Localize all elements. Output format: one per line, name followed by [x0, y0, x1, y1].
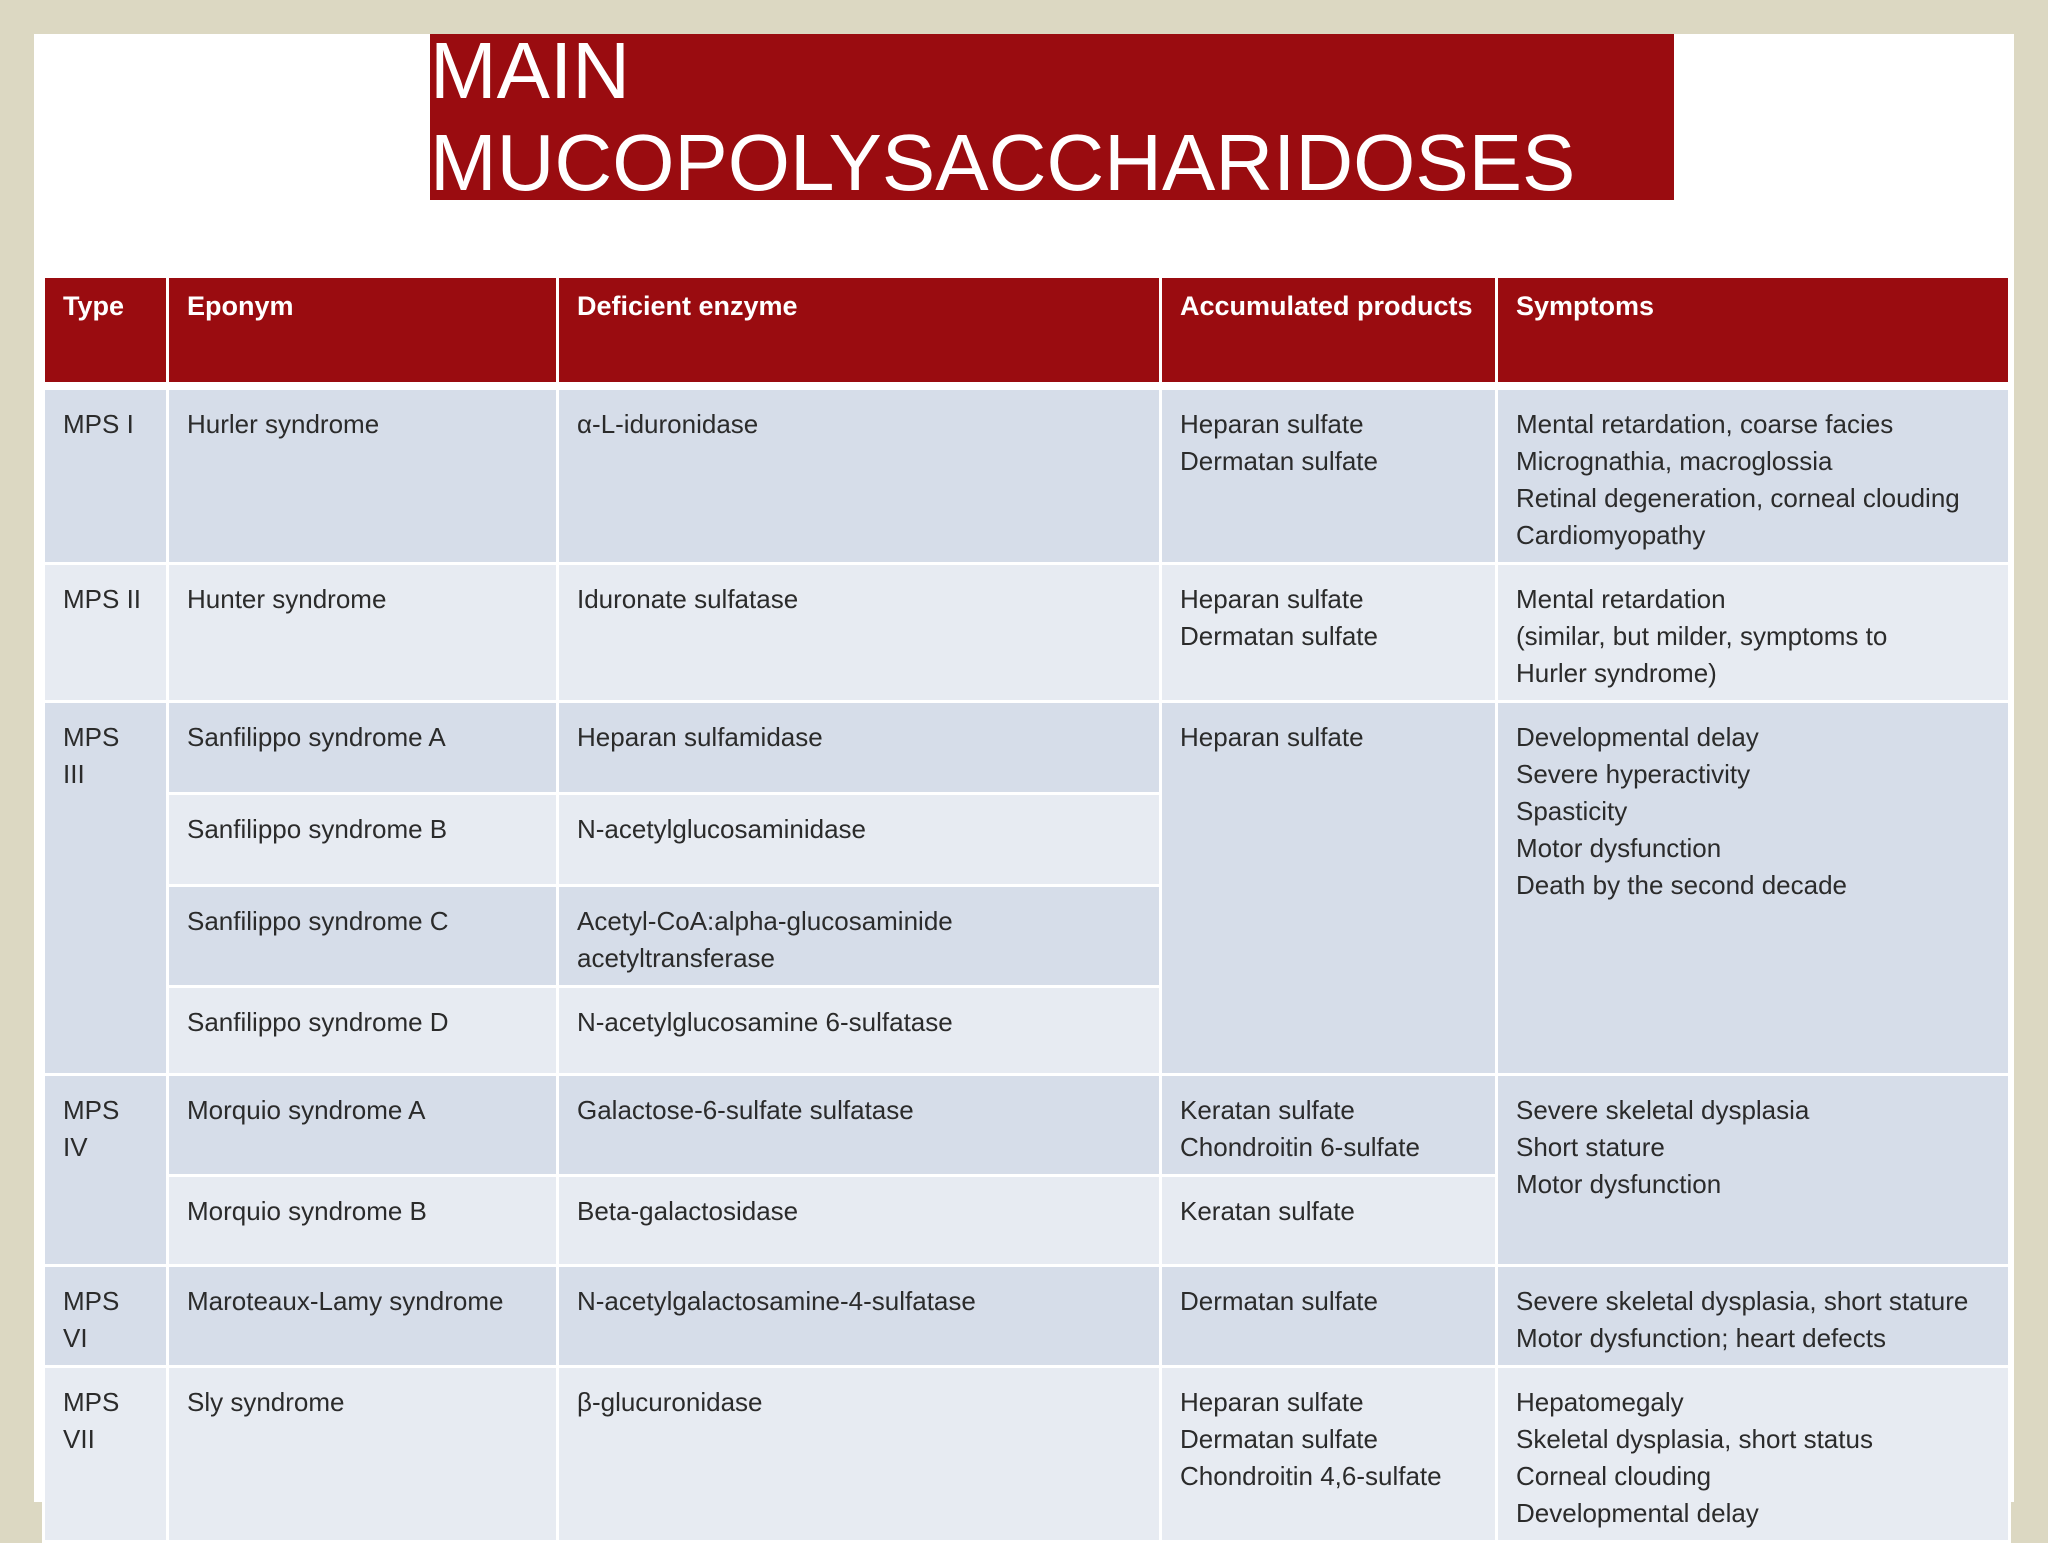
- symptom-line: Skeletal dysplasia, short status: [1516, 1424, 1873, 1454]
- table-row-mps-2: [44, 564, 2010, 702]
- symptoms-cell: [1497, 1266, 2010, 1367]
- eponym-cell: Hunter syndrome: [168, 564, 558, 702]
- eponym-cell: Maroteaux-Lamy syndrome: [168, 1266, 558, 1367]
- products-cell: [1161, 564, 1497, 702]
- slide-title: MAIN MUCOPOLYSACCHARIDOSES: [430, 34, 1674, 200]
- type-cell: [44, 1367, 168, 1542]
- product-line: Heparan sulfate: [1180, 584, 1364, 614]
- symptom-line: Motor dysfunction: [1516, 1169, 1722, 1199]
- symptom-line: Mental retardation: [1516, 584, 1726, 614]
- enzyme-cell: Beta-galactosidase: [558, 1176, 1161, 1266]
- products-cell: [1161, 1176, 1497, 1266]
- symptom-line: Corneal clouding: [1516, 1461, 1712, 1491]
- type-cell: MPS I: [44, 386, 168, 564]
- type-cell: [44, 1075, 168, 1266]
- table-row-mps-7: [44, 1367, 2010, 1542]
- symptom-line: Spasticity: [1516, 796, 1628, 826]
- eponym-cell: Sly syndrome: [168, 1367, 558, 1542]
- product-line: Keratan sulfate: [1180, 1196, 1355, 1226]
- enzyme-cell: Iduronate sulfatase: [558, 564, 1161, 702]
- enzyme-cell: [558, 886, 1161, 987]
- eponym-cell: Hurler syndrome: [168, 386, 558, 564]
- symptom-line: (similar, but milder, symptoms to: [1516, 621, 1888, 651]
- product-line: Dermatan sulfate: [1180, 1286, 1378, 1316]
- products-cell: [1161, 1075, 1497, 1176]
- products-cell: [1161, 386, 1497, 564]
- enzyme-line: acetyltransferase: [577, 943, 775, 973]
- symptom-line: Severe skeletal dysplasia, short stature: [1516, 1286, 1969, 1316]
- product-line: Chondroitin 4,6-sulfate: [1180, 1461, 1442, 1491]
- type-line: MPS: [63, 1286, 120, 1316]
- header-accumulated-products: Accumulated products: [1161, 277, 1497, 387]
- symptom-line: Severe hyperactivity: [1516, 759, 1751, 789]
- table-row-mps-4a: [44, 1075, 2010, 1176]
- enzyme-cell: Heparan sulfamidase: [558, 702, 1161, 794]
- product-line: Heparan sulfate: [1180, 1387, 1364, 1417]
- eponym-cell: Sanfilippo syndrome C: [168, 886, 558, 987]
- products-cell: [1161, 1266, 1497, 1367]
- eponym-cell: Morquio syndrome A: [168, 1075, 558, 1176]
- symptom-line: Retinal degeneration, corneal clouding: [1516, 483, 1960, 513]
- table-row-mps-6: [44, 1266, 2010, 1367]
- symptom-line: Motor dysfunction; heart defects: [1516, 1323, 1886, 1353]
- type-line: IV: [63, 1132, 88, 1162]
- table-row-mps-1: [44, 386, 2010, 564]
- type-line: MPS: [63, 722, 120, 752]
- mps-table: [42, 275, 2011, 1543]
- products-cell: [1161, 1367, 1497, 1542]
- symptom-line: Death by the second decade: [1516, 870, 1848, 900]
- type-cell: [44, 1266, 168, 1367]
- symptoms-cell: [1497, 1075, 2010, 1266]
- product-line: Dermatan sulfate: [1180, 1424, 1378, 1454]
- type-line: MPS: [63, 1095, 120, 1125]
- symptom-line: Developmental delay: [1516, 722, 1759, 752]
- symptom-line: Short stature: [1516, 1132, 1665, 1162]
- symptoms-cell: [1497, 702, 2010, 1075]
- product-line: Dermatan sulfate: [1180, 621, 1378, 651]
- product-line: Keratan sulfate: [1180, 1095, 1355, 1125]
- symptom-line: Motor dysfunction: [1516, 833, 1722, 863]
- enzyme-cell: α-L-iduronidase: [558, 386, 1161, 564]
- table-header-row: [44, 277, 2010, 387]
- symptom-line: Severe skeletal dysplasia: [1516, 1095, 1810, 1125]
- symptom-line: Micrognathia, macroglossia: [1516, 446, 1833, 476]
- eponym-cell: Sanfilippo syndrome B: [168, 794, 558, 886]
- slide: [34, 26, 2014, 1528]
- symptom-line: Hepatomegaly: [1516, 1387, 1684, 1417]
- product-line: Chondroitin 6-sulfate: [1180, 1132, 1420, 1162]
- enzyme-cell: N-acetylglucosamine 6-sulfatase: [558, 987, 1161, 1075]
- symptoms-cell: [1497, 564, 2010, 702]
- symptom-line: Mental retardation, coarse facies: [1516, 409, 1894, 439]
- type-line: VII: [63, 1424, 95, 1454]
- product-line: Heparan sulfate: [1180, 722, 1364, 752]
- symptoms-cell: [1497, 386, 2010, 564]
- enzyme-cell: N-acetylgalactosamine-4-sulfatase: [558, 1266, 1161, 1367]
- enzyme-line: Acetyl-CoA:alpha-glucosaminide: [577, 906, 953, 936]
- symptom-line: Developmental delay: [1516, 1498, 1759, 1528]
- symptoms-cell: [1497, 1367, 2010, 1542]
- table-row-mps-3a: [44, 702, 2010, 794]
- symptom-line: Cardiomyopathy: [1516, 520, 1706, 550]
- enzyme-cell: β-glucuronidase: [558, 1367, 1161, 1542]
- enzyme-cell: N-acetylglucosaminidase: [558, 794, 1161, 886]
- eponym-cell: Sanfilippo syndrome A: [168, 702, 558, 794]
- product-line: Heparan sulfate: [1180, 409, 1364, 439]
- type-line: MPS: [63, 1387, 120, 1417]
- eponym-cell: Morquio syndrome B: [168, 1176, 558, 1266]
- type-cell: [44, 702, 168, 1075]
- type-line: VI: [63, 1323, 88, 1353]
- eponym-cell: Sanfilippo syndrome D: [168, 987, 558, 1075]
- header-symptoms: Symptoms: [1497, 277, 2010, 387]
- header-deficient-enzyme: Deficient enzyme: [558, 277, 1161, 387]
- header-eponym: Eponym: [168, 277, 558, 387]
- products-cell: [1161, 702, 1497, 1075]
- product-line: Dermatan sulfate: [1180, 446, 1378, 476]
- type-cell: MPS II: [44, 564, 168, 702]
- enzyme-cell: Galactose-6-sulfate sulfatase: [558, 1075, 1161, 1176]
- header-type: Type: [44, 277, 168, 387]
- type-line: III: [63, 759, 85, 789]
- symptom-line: Hurler syndrome): [1516, 658, 1717, 688]
